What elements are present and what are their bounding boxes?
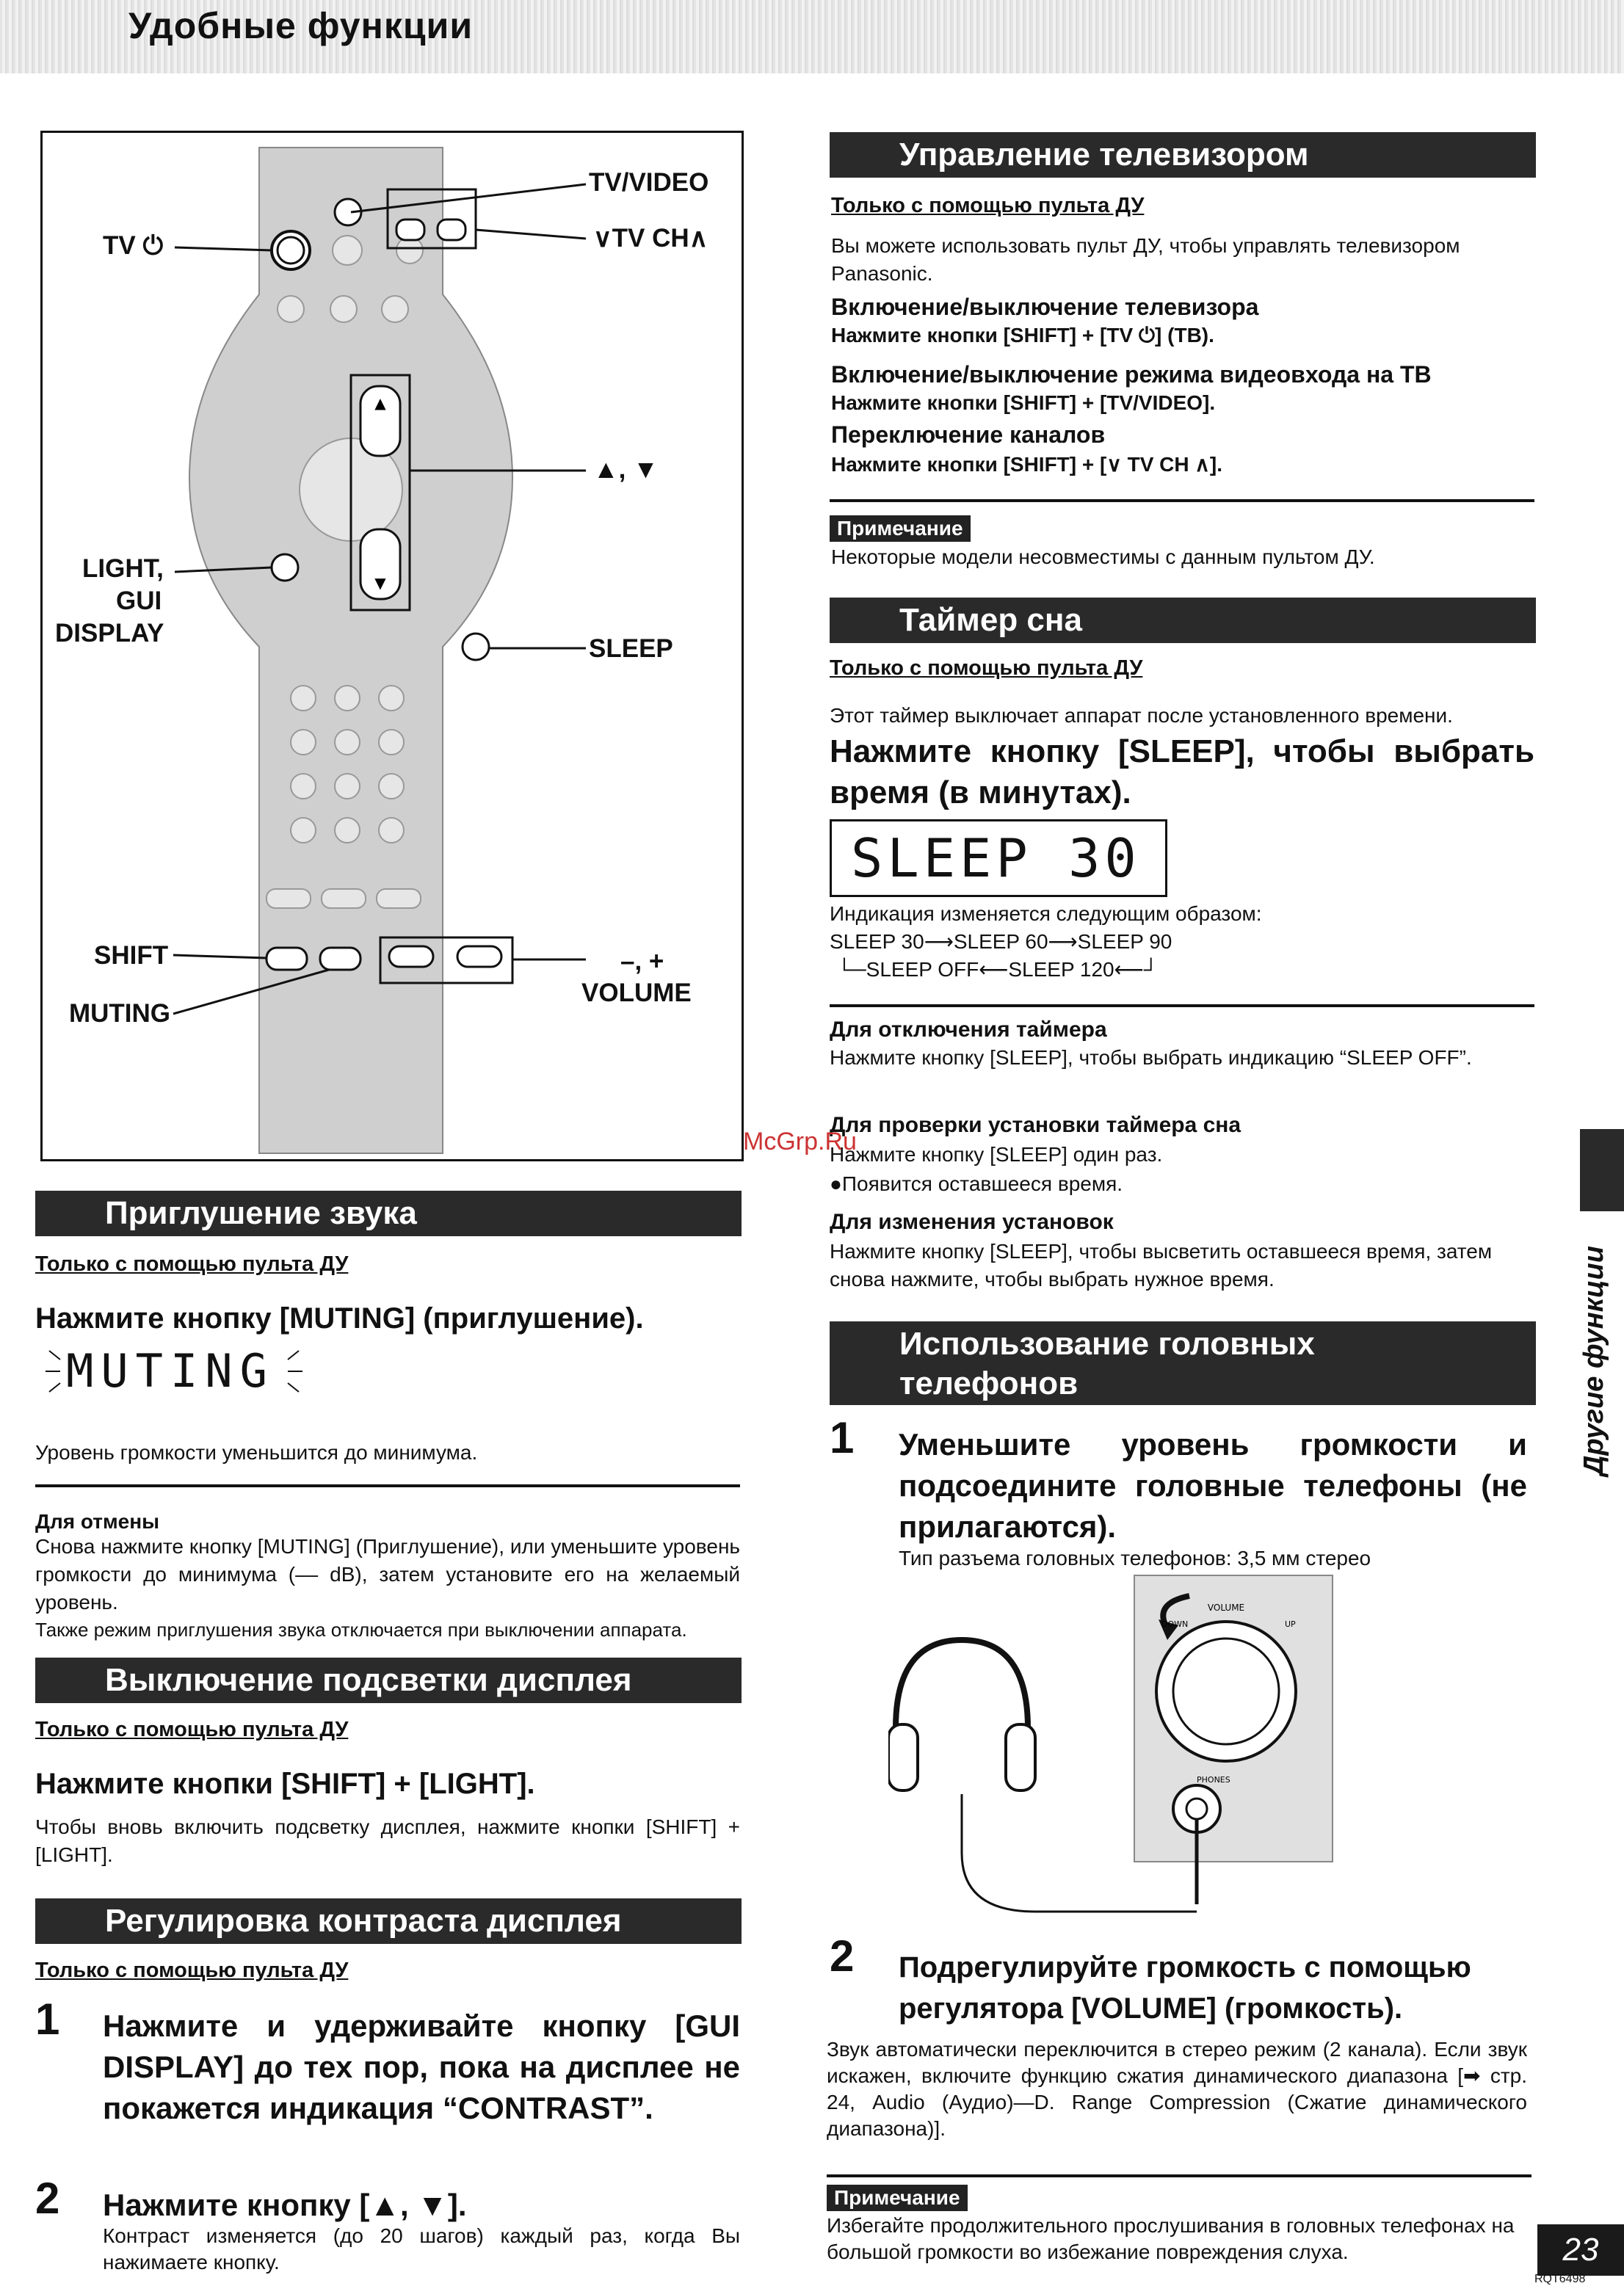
- contrast-step1-number: 1: [35, 1995, 60, 2044]
- headphones-step2-detail: Звук автоматически переключится в стерео режим (2 канала). Если звук искажен, включите функцию сжатия динамического диапазона [➡ стр. 24, Audio (Аудио)—D. Range Compression (Сжатие динамического диапазона)].: [827, 2038, 1527, 2140]
- side-tab-marker: [1580, 1129, 1624, 1211]
- section-title-tv: Управление телевизором: [830, 132, 1536, 178]
- watermark: McGrp.Ru: [743, 1128, 857, 1155]
- label-display: DISPLAY: [55, 619, 164, 647]
- label-volume-sign: –, +: [620, 947, 664, 976]
- muting-instruction: Нажмите кнопку [MUTING] (приглушение).: [35, 1302, 644, 1335]
- section-title-muting: Приглушение звука: [35, 1191, 742, 1236]
- label-volume: VOLUME: [581, 979, 692, 1007]
- sleep-intro: Этот таймер выключает аппарат после установленного времени.: [830, 704, 1453, 727]
- tv-note: Некоторые модели несовместимы с данным пультом ДУ.: [831, 545, 1375, 568]
- page-title: Удобные функции: [128, 5, 474, 46]
- tv-ch-text: Нажмите кнопки [SHIFT] + [∨ TV CH ∧].: [831, 453, 1222, 476]
- contrast-only-remote: Только с помощью пульта ДУ: [35, 1959, 349, 1982]
- sleep-lcd-text: SLEEP 30: [851, 827, 1141, 889]
- label-sleep: SLEEP: [589, 634, 673, 663]
- contrast-step2-number: 2: [35, 2174, 60, 2223]
- page-number: 23: [1537, 2224, 1624, 2276]
- contrast-step2-text: Нажмите кнопку [▲, ▼].: [103, 2188, 467, 2222]
- label-light: LIGHT,: [82, 554, 164, 583]
- section-title-sleep: Таймер сна: [830, 598, 1536, 643]
- muting-cancel-title: Для отмены: [35, 1510, 160, 1533]
- sleep-check-bullet: ●Появится оставшееся время.: [830, 1172, 1123, 1195]
- headphones-title-line1: Использование головных: [899, 1326, 1315, 1362]
- svg-text:▲: ▲: [374, 394, 386, 412]
- headphones-note-tag: Примечание: [827, 2185, 968, 2211]
- sleep-modify-title: Для изменения установок: [830, 1210, 1114, 1234]
- muting-cancel-text: Снова нажмите кнопку [MUTING] (Приглушение), или уменьшите уровень громкости до минимума (–– dB), затем установите его на желаемый уровень.: [35, 1535, 740, 1614]
- label-gui: GUI: [116, 587, 162, 615]
- tv-power-text: Нажмите кнопки [SHIFT] + [TV ⏻] (ТВ).: [831, 324, 1214, 346]
- sleep-seq2: └─SLEEP OFF⟵SLEEP 120⟵┘: [837, 958, 1159, 981]
- tv-ch-title: Переключение каналов: [831, 421, 1106, 448]
- tv-intro: Вы можете использовать пульт ДУ, чтобы управлять телевизором Panasonic.: [831, 234, 1460, 285]
- tv-video-title: Включение/выключение режима видеовхода на ТВ: [831, 361, 1432, 388]
- sleep-off-title: Для отключения таймера: [830, 1017, 1107, 1042]
- label-up-down: ▲, ▼: [593, 455, 659, 484]
- sleep-change: Индикация изменяется следующим образом:: [830, 902, 1262, 925]
- sleep-instruction: Нажмите кнопку [SLEEP], чтобы выбрать время (в минутах).: [830, 733, 1534, 810]
- label-tv-ch: ∨TV CH∧: [593, 224, 708, 253]
- backlight-instruction: Нажмите кнопки [SHIFT] + [LIGHT].: [35, 1768, 535, 1800]
- sleep-modify-text: Нажмите кнопку [SLEEP], чтобы высветить оставшееся время, затем снова нажмите, чтобы выбрать нужное время.: [830, 1240, 1493, 1291]
- figure-down-label: DOWN: [1161, 1619, 1189, 1629]
- figure-up-label: UP: [1285, 1619, 1296, 1629]
- section-title-contrast: Регулировка контраста дисплея: [35, 1898, 742, 1944]
- sleep-check-title: Для проверки установки таймера сна: [830, 1113, 1241, 1137]
- headphones-step2-text: Подрегулируйте громкость с помощью регулятора [VOLUME] (громкость).: [899, 1951, 1471, 2025]
- label-tv-power: TV ⏻: [103, 231, 164, 260]
- sleep-only-remote: Только с помощью пульта ДУ: [830, 656, 1143, 680]
- tv-note-tag: Примечание: [830, 515, 971, 542]
- sleep-seq1: SLEEP 30⟶SLEEP 60⟶SLEEP 90: [830, 930, 1172, 953]
- section-title-backlight: Выключение подсветки дисплея: [35, 1658, 742, 1703]
- backlight-only-remote: Только с помощью пульта ДУ: [35, 1718, 349, 1741]
- headphones-step1-number: 1: [830, 1413, 855, 1462]
- backlight-text: Чтобы вновь включить подсветку дисплея, нажмите кнопки [SHIFT] + [LIGHT].: [35, 1815, 740, 1866]
- headphones-step2-number: 2: [830, 1931, 855, 1981]
- headphones-rule: [827, 2174, 1531, 2177]
- label-tv-video: TV/VIDEO: [589, 168, 709, 197]
- headphones-illustration: [888, 1574, 1358, 1926]
- side-label: Другие функции: [1578, 1246, 1609, 1476]
- muting-only-remote: Только с помощью пульта ДУ: [35, 1252, 349, 1276]
- contrast-step1-text: Нажмите и удерживайте кнопку [GUI DISPLAY] до тех пор, пока на дисплее не покажется индикация “CONTRAST”.: [103, 2009, 740, 2125]
- tv-rule: [830, 499, 1534, 502]
- label-muting: MUTING: [69, 999, 171, 1028]
- tv-only-remote: Только с помощью пульта ДУ: [831, 194, 1145, 217]
- sleep-off-text: Нажмите кнопку [SLEEP], чтобы выбрать индикацию “SLEEP OFF”.: [830, 1046, 1472, 1069]
- muting-result: Уровень громкости уменьшится до минимума.: [35, 1441, 478, 1464]
- sleep-check-text: Нажмите кнопку [SLEEP] один раз.: [830, 1143, 1163, 1166]
- muting-lcd: [46, 1345, 302, 1398]
- headphones-note: Избегайте продолжительного прослушивания в головных телефонах на большой громкости во избежание повреждения слуха.: [827, 2214, 1515, 2263]
- tv-video-text: Нажмите кнопки [SHIFT] + [TV/VIDEO].: [831, 391, 1216, 414]
- tv-power-title: Включение/выключение телевизора: [831, 294, 1259, 320]
- svg-text:▼: ▼: [374, 574, 386, 592]
- headphones-step1-text: Уменьшите уровень громкости и подсоедините головные телефоны (не прилагаются).: [899, 1427, 1527, 1544]
- sleep-lcd: [830, 819, 1167, 897]
- muting-rule: [35, 1484, 740, 1487]
- section-title-headphones: [830, 1321, 1536, 1405]
- headphones-step1-detail: Тип разъема головных телефонов: 3,5 мм стерео: [899, 1547, 1371, 1570]
- muting-also: Также режим приглушения звука отключается при выключении аппарата.: [35, 1619, 687, 1641]
- label-shift: SHIFT: [94, 941, 169, 970]
- headphones-title-line2: телефонов: [899, 1365, 1079, 1401]
- muting-lcd-text: MUTING: [66, 1344, 275, 1398]
- contrast-step2-detail: Контраст изменяется (до 20 шагов) каждый раз, когда Вы нажимаете кнопку.: [103, 2224, 740, 2274]
- figure-phones-label: PHONES: [1197, 1775, 1230, 1785]
- figure-volume-label: VOLUME: [1207, 1603, 1245, 1613]
- doc-code: RQT6498: [1534, 2273, 1586, 2285]
- sleep-rule: [830, 1004, 1534, 1007]
